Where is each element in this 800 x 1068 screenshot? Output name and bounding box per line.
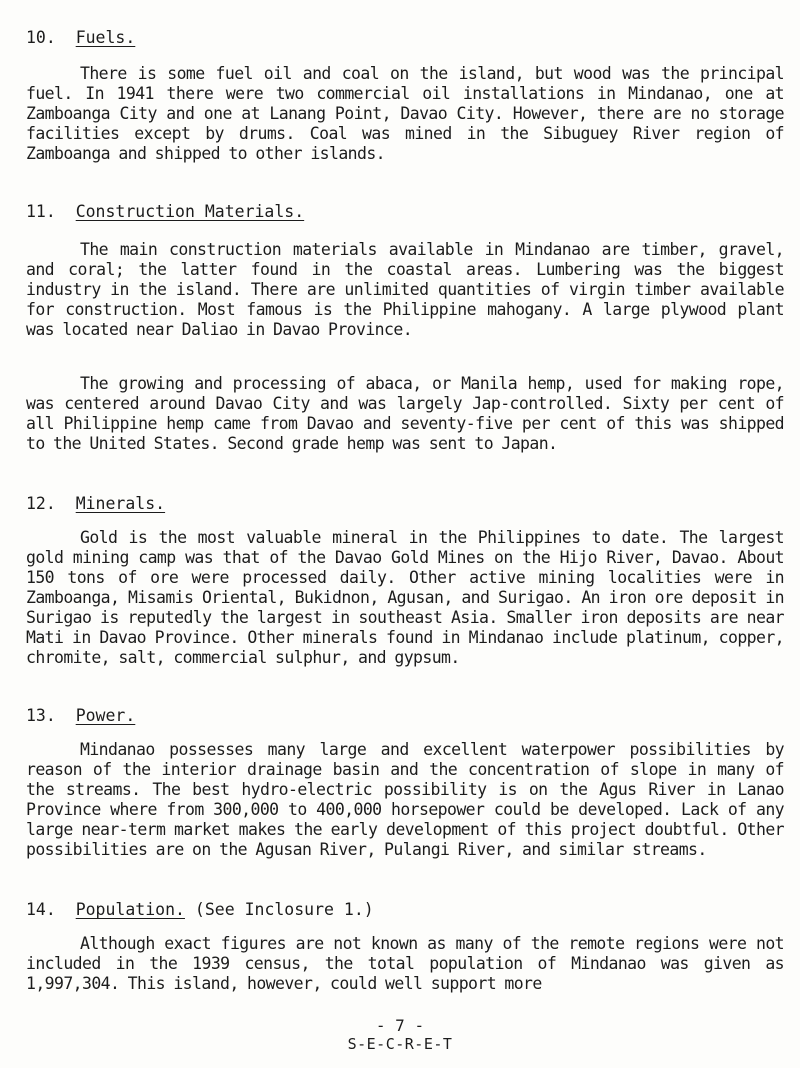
paragraph-construction-materials-2: The growing and processing of abaca, or Manila hemp, used for making rope, was centered around Davao City and was largely Jap-controlled. Sixty per cent of all Philippine hemp came from Davao and seventy-five per cent of this was shipped to the United States. Second grade hemp was sent to Japan. [26, 374, 784, 453]
section-title: Minerals. [75, 494, 166, 513]
section-heading-power [26, 706, 135, 726]
paragraph-population-1: Although exact figures are not known as many of the remote regions were not included in the 1939 census, the total population of Mindanao was given as 1,997,304. This island, however, could well support more [26, 934, 784, 993]
paragraph-construction-materials-1: The main construction materials available in Mindanao are timber, gravel, and coral; the latter found in the coastal areas. Lumbering was the biggest industry in the island. There are unlimited quantities of virgin timber available for construction. Most famous is the Philippine mahogany. A large plywood plant was located near Daliao in Davao Province. [26, 240, 784, 339]
paragraph-fuels-1: There is some fuel oil and coal on the island, but wood was the principal fuel. In 1941 there were two commercial oil installations in Mindanao, one at Zamboanga City and one at Lanang Point, Davao City. However, there are no storage facilities except by drums. Coal was mined in the Sibuguey River region of Zamboanga and shipped to other islands. [26, 64, 784, 163]
section-title: Fuels. [75, 28, 136, 47]
section-title: Population. [75, 900, 185, 919]
section-title-suffix: (See Inclosure 1.) [184, 900, 374, 919]
section-number: 10. [26, 28, 56, 47]
section-number: 12. [26, 494, 56, 513]
section-title: Power. [75, 706, 136, 725]
paragraph-power-1: Mindanao possesses many large and excellent waterpower possibilities by reason of the interior drainage basin and the concentration of slope in many of the streams. The best hydro-electric possibility is on the Agus River in Lanao Province where from 300,000 to 400,000 horsepower could be developed. Lack of any large near-term market makes the early development of this project doubtful. Other possibilities are on the Agusan River, Pulangi River, and similar streams. [26, 740, 784, 859]
section-heading-minerals [26, 494, 165, 514]
section-number: 13. [26, 706, 56, 725]
section-heading-construction-materials [26, 202, 304, 222]
section-heading-population [26, 900, 374, 920]
section-title: Construction Materials. [75, 202, 305, 221]
section-heading-fuels [26, 28, 135, 48]
page-number: - 7 - [375, 1016, 425, 1035]
paragraph-minerals-1: Gold is the most valuable mineral in the Philippines to date. The largest gold mining camp was that of the Davao Gold Mines on the Hijo River, Davao. About 150 tons of ore were processed daily. Other active mining localities were in Zamboanga, Misamis Oriental, Bukidnon, Agusan, and Surigao. An iron ore deposit in Surigao is reputedly the largest in southeast Asia. Smaller iron deposits are near Mati in Davao Province. Other minerals found in Mindanao include platinum, copper, chromite, salt, commercial sulphur, and gypsum. [26, 528, 784, 667]
classification-marking: S-E-C-R-E-T [347, 1035, 453, 1053]
section-number: 14. [26, 900, 56, 919]
section-number: 11. [26, 202, 56, 221]
